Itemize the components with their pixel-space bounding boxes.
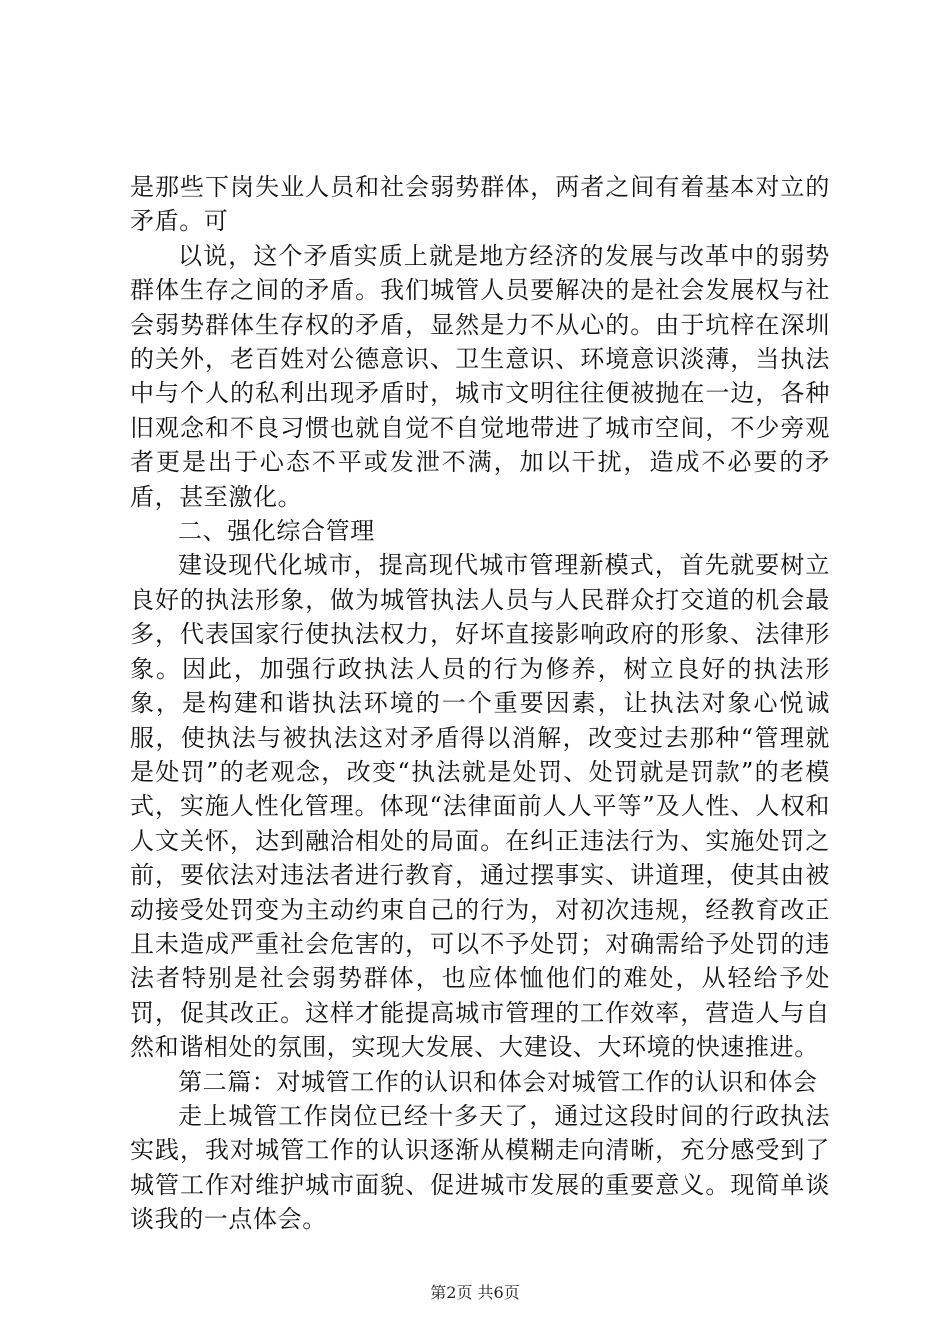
chapter-heading-part-two: 第二篇：对城管工作的认识和体会对城管工作的认识和体会 xyxy=(178,1067,818,1096)
paragraph-continuation: 是那些下岗失业人员和社会弱势群体，两者之间有着基本对立的矛盾。可 xyxy=(130,173,830,236)
paragraph-experience: 走上城管工作岗位已经十多天了，通过这段时间的行政执法实践，我对城管工作的认识逐渐从模糊走向清晰，充分感受到了城管工作对维护城市面貌、促进城市发展的重要意义。现简单谈谈我的一点体会。 xyxy=(130,1101,830,1234)
document-body xyxy=(130,170,830,1237)
paragraph-law-enforcement-image: 建设现代化城市，提高现代城市管理新模式，首先就要树立良好的执法形象，做为城管执法人员与人民群众打交道的机会最多，代表国家行使执法权力，好坏直接影响政府的形象、法律形象。因此，加强行政执法人员的行为修养，树立良好的执法形象，是构建和谐执法环境的一个重要因素，让执法对象心悦诚服，使执法与被执法这对矛盾得以消解，改变过去那种“管理就是处罚”的老观念，改变“执法就是处罚、处罚就是罚款”的老模式，实施人性化管理。体现“法律面前人人平等”及人性、人权和人文关怀，达到融洽相处的局面。在纠正违法行为、实施处罚之前，要依法对违法者进行教育，通过摆事实、讲道理，使其由被动接受处罚变为主动约束自己的行为，对初次违规，经教育改正且未造成严重社会危害的，可以不予处罚；对确需给予处罚的违法者特别是社会弱势群体，也应体恤他们的难处，从轻给予处罚，促其改正。这样才能提高城市管理的工作效率，营造人与自然和谐相处的氛围，实现大发展、大建设、大环境的快速推进。 xyxy=(130,551,830,1062)
paragraph-contradiction: 以说，这个矛盾实质上就是地方经济的发展与改革中的弱势群体生存之间的矛盾。我们城管人员要解决的是社会发展权与社会弱势群体生存权的矛盾，显然是力不从心的。由于坑梓在深圳的关外，老百姓对公德意识、卫生意识、环境意识淡薄，当执法中与个人的私利出现矛盾时，城市文明往往便被抛在一边，各种旧观念和不良习惯也就自觉不自觉地带进了城市空间，不少旁观者更是出于心态不平或发泄不满，加以干扰，造成不必要的矛盾，甚至激化。 xyxy=(130,241,830,511)
page-number-footer: 第2页 共6页 xyxy=(430,1283,520,1302)
section-heading-comprehensive-management: 二、强化综合管理 xyxy=(178,517,375,546)
